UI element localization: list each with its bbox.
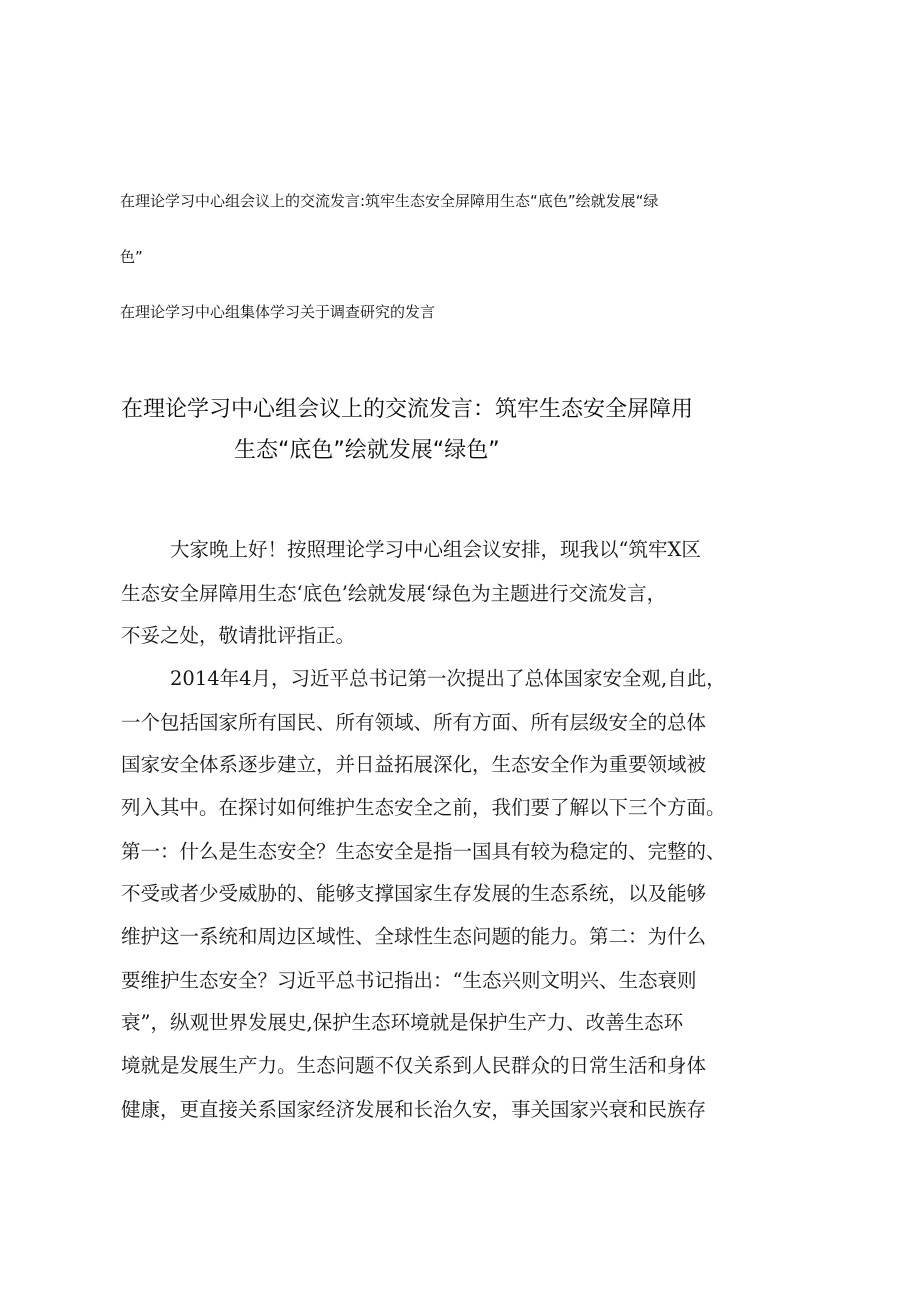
toc-entry-2: 在理论学习中心组集体学习关于调查研究的发言 <box>120 303 436 321</box>
paragraph-1-line-1: 大家晚上好！按照理论学习中心组会议安排，现我以“筑牢X区 <box>170 538 701 561</box>
paragraph-2-line-11: 健康，更直接关系国家经济发展和长治久安，事关国家兴衰和民族存 <box>121 1098 707 1121</box>
paragraph-1-line-3: 不妥之处，敬请批评指正。 <box>121 624 356 647</box>
paragraph-2-line-10: 境就是发展生产力。生态问题不仅关系到人民群众的日常生活和身体 <box>121 1054 707 1077</box>
document-title-line-1: 在理论学习中心组会议上的交流发言：筑牢生态安全屏障用 <box>121 397 694 422</box>
paragraph-2-line-9: 衰”，纵观世界发展史,保护生态环境就是保护生产力、改善生态环 <box>121 1011 684 1034</box>
paragraph-2-line-6: 不受或者少受威胁的、能够支撑国家生存发展的生态系统，以及能够 <box>121 882 707 905</box>
paragraph-1-line-2: 生态安全屏障用生态‘底色’绘就发展‘绿色为主题进行交流发言， <box>121 582 667 605</box>
document-title-line-2: 生态“底色”绘就发展“绿色” <box>234 438 500 463</box>
paragraph-2-line-8: 要维护生态安全？习近平总书记指出：“生态兴则文明兴、生态衰则 <box>121 969 697 992</box>
paragraph-2-line-3: 国家安全体系逐步建立，并日益拓展深化，生态安全作为重要领域被 <box>121 753 707 776</box>
toc-entry-1-continued: 色” <box>120 248 143 266</box>
paragraph-2-line-1: 2014年4月，习近平总书记第一次提出了总体国家安全观,自此， <box>170 667 726 690</box>
toc-entry-1: 在理论学习中心组会议上的交流发言:筑牢生态安全屏障用生态“底色”绘就发展“绿 <box>120 192 659 210</box>
paragraph-2-line-2: 一个包括国家所有国民、所有领域、所有方面、所有层级安全的总体 <box>121 711 707 734</box>
paragraph-2-line-5: 第一：什么是生态安全？生态安全是指一国具有较为稳定的、完整的、 <box>121 840 726 863</box>
paragraph-2-line-7: 维护这一系统和周边区域性、全球性生态问题的能力。第二：为什么 <box>121 925 707 948</box>
paragraph-2-line-4: 列入其中。在探讨如何维护生态安全之前，我们要了解以下三个方面。 <box>121 796 726 819</box>
